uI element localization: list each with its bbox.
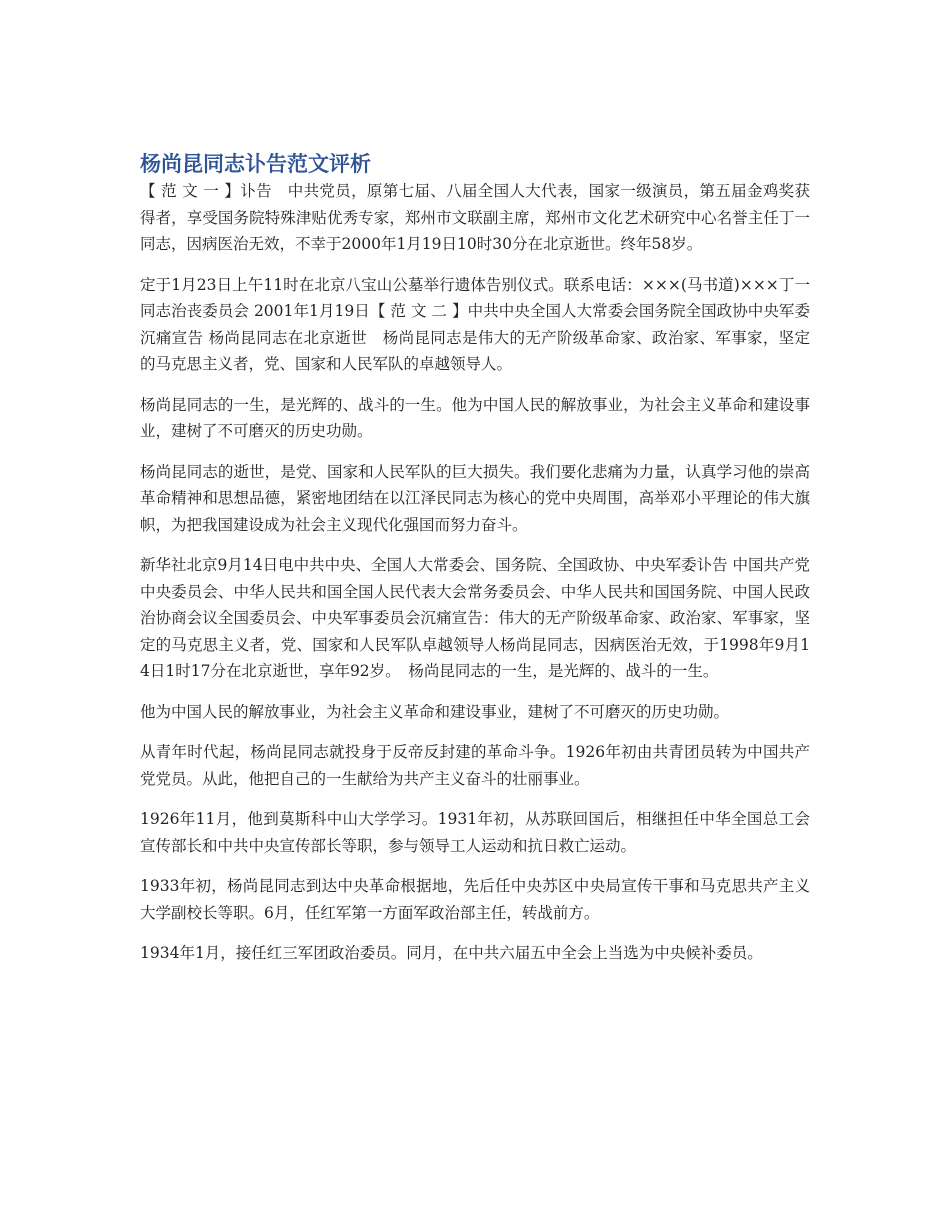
paragraph: 杨尚昆同志的一生，是光辉的、战斗的一生。他为中国人民的解放事业，为社会主义革命和建设事业，建树了不可磨灭的历史功勋。: [140, 395, 810, 440]
paragraph: 1933年初，杨尚昆同志到达中央革命根据地，先后任中央苏区中央局宣传干事和马克思共产主义大学副校长等职。6月，任红军第一方面军政治部主任，转战前方。: [140, 877, 810, 922]
document-page: [140, 150, 810, 981]
document-title: 杨尚昆同志讣告范文评析: [140, 152, 371, 176]
paragraph: 新华社北京9月14日电中共中央、全国人大常委会、国务院、全国政协、中央军委讣告 中国共产党中央委员会、中华人民共和国全国人民代表大会常务委员会、中华人民共和国国务院、中国人民政治协商会议全国委员会、中央军事委员会沉痛宣告：伟大的无产阶级革命家、政治家、军事家，坚定的马克思主义者，党、国家和人民军队卓越领导人杨尚昆同志，因病医治无效，于1998年9月14日1时17分在北京逝世，享年92岁。 杨尚昆同志的一生，是光辉的、战斗的一生。: [140, 556, 811, 680]
paragraph: 【 范 文 一 】讣告 中共党员，原第七届、八届全国人大代表，国家一级演员，第五届金鸡奖获得者，享受国务院特殊津贴优秀专家，郑州市文联副主席，郑州市文化艺术研究中心名誉主任丁一同志，因病医治无效，不幸于2000年1月19日10时30分在北京逝世。终年58岁。: [140, 182, 810, 253]
paragraph: 从青年时代起，杨尚昆同志就投身于反帝反封建的革命斗争。1926年初由共青团员转为中国共产党党员。从此，他把自己的一生献给为共产主义奋斗的壮丽事业。: [140, 743, 810, 788]
paragraph: 定于1月23日上午11时在北京八宝山公墓举行遗体告别仪式。联系电话：×××(马书道)×××丁一同志治丧委员会 2001年1月19日【 范 文 二 】中共中央全国人大常委会国务院全国政协中央军委沉痛宣告 杨尚昆同志在北京逝世 杨尚昆同志是伟大的无产阶级革命家、政治家、军事家，坚定的马克思主义者，党、国家和人民军队的卓越领导人。: [140, 275, 810, 373]
paragraph: 杨尚昆同志的逝世，是党、国家和人民军队的巨大损失。我们要化悲痛为力量，认真学习他的崇高革命精神和思想品德，紧密地团结在以江泽民同志为核心的党中央周围，高举邓小平理论的伟大旗帜，为把我国建设成为社会主义现代化强国而努力奋斗。: [140, 462, 810, 534]
paragraph: 1934年1月，接任红三军团政治委员。同月，在中共六届五中全会上当选为中央候补委员。: [140, 944, 763, 962]
paragraph: 他为中国人民的解放事业，为社会主义革命和建设事业，建树了不可磨灭的历史功勋。: [140, 702, 730, 721]
paragraph: 1926年11月，他到莫斯科中山大学学习。1931年初，从苏联回国后，相继担任中华全国总工会宣传部长和中共中央宣传部长等职，参与领导工人运动和抗日救亡运动。: [140, 810, 810, 855]
